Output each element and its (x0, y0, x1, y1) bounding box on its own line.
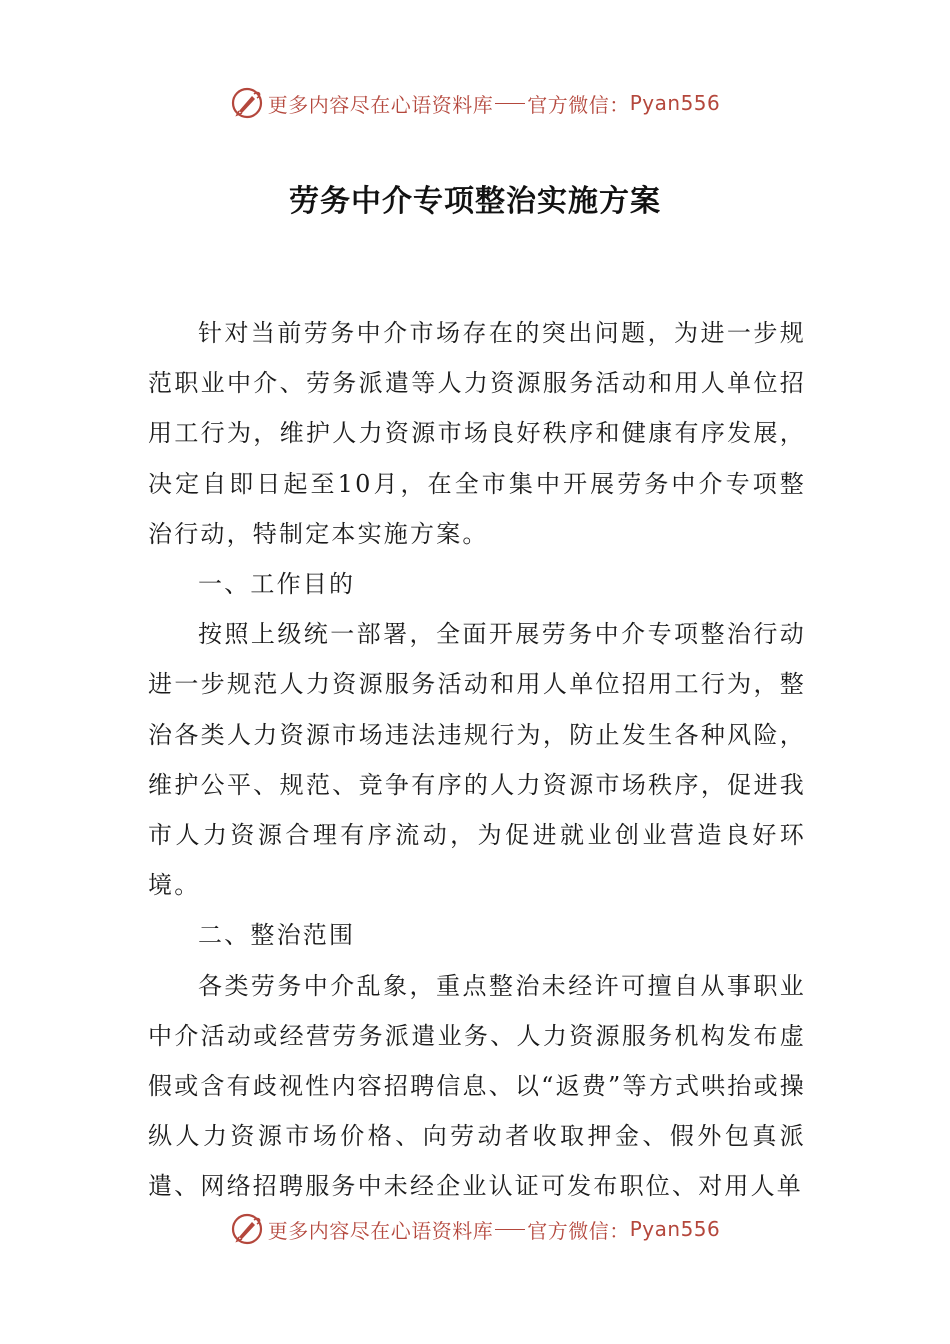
document-title: 劳务中介专项整治实施方案 (289, 184, 661, 219)
section-heading-scope: 二、整治范围 (198, 921, 356, 950)
paragraph-purpose: 按照上级统一部署，全面开展劳务中介专项整治行动进一步规范人力资源服务活动和用人单位招用工行为，整治各类人力资源市场违法违规行为，防止发生各种风险，维护公平、规范、竞争有序的人力资源市场秩序，促进我市人力资源合理有序流动，为促进就业创业营造良好环境。 (148, 620, 806, 900)
paragraph-scope: 各类劳务中介乱象，重点整治未经许可擅自从事职业中介活动或经营劳务派遣业务、人力资源服务机构发布虚假或含有歧视性内容招聘信息、以“返费”等方式哄抬或操纵人力资源市场价格、向劳动者收取押金、假外包真派遣、网络招聘服务中未经企业认证可发布职位、对用人单 (148, 971, 806, 1201)
watermark-dash (495, 1229, 525, 1230)
watermark-footer (0, 1212, 950, 1246)
watermark-suffix: 官方微信： (527, 1218, 630, 1243)
watermark-wechat-id: Pyan556 (629, 91, 721, 115)
watermark-suffix: 官方微信： (527, 92, 630, 117)
watermark-text: 更多内容尽在心语资料库 (267, 1218, 494, 1243)
pen-logo-icon (230, 86, 264, 120)
pen-logo-icon (230, 1212, 264, 1246)
watermark-header (0, 86, 950, 120)
watermark-text: 更多内容尽在心语资料库 (267, 92, 494, 117)
section-heading-purpose: 一、工作目的 (198, 570, 356, 599)
watermark-wechat-id: Pyan556 (629, 1217, 721, 1241)
watermark-dash (495, 103, 525, 104)
paragraph-intro: 针对当前劳务中介市场存在的突出问题，为进一步规范职业中介、劳务派遣等人力资源服务活动和用人单位招用工行为，维护人力资源市场良好秩序和健康有序发展，决定自即日起至10月，在全市集中开展劳务中介专项整治行动，特制定本实施方案。 (148, 319, 806, 548)
document-body (148, 308, 806, 1212)
